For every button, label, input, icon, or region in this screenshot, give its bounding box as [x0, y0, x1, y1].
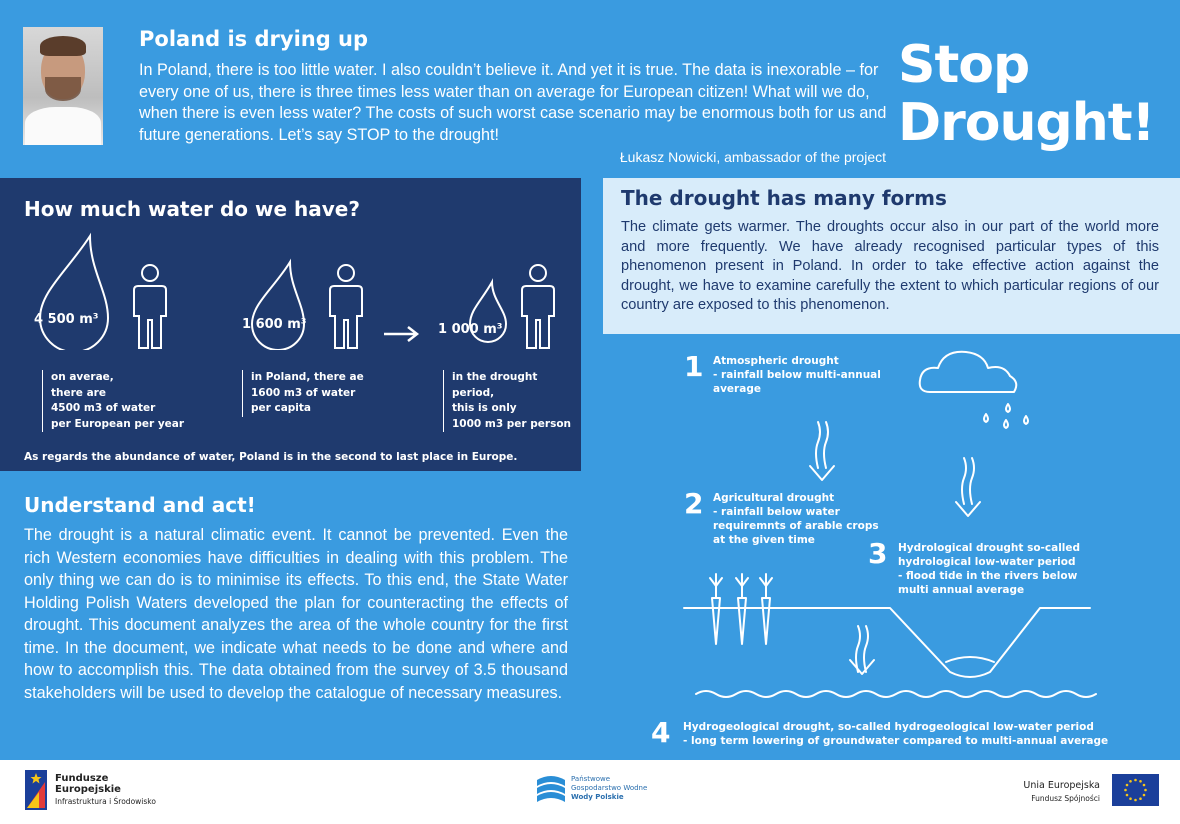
raindrop-icon — [984, 414, 988, 422]
water-value-3: 1 000 m³ — [438, 322, 503, 337]
eu-flag-icon — [1112, 774, 1159, 806]
arrow-down-icon — [810, 422, 834, 480]
cloud-icon — [920, 352, 1017, 392]
drought-type-2: Agricultural drought - rainfall below water requiremnts of arable crops at the given time — [713, 492, 879, 546]
water-note: As regards the abundance of water, Poland is in the second to last place in Europe. — [24, 451, 518, 463]
stop-drought-logo: Stop Drought! — [898, 35, 1155, 153]
drought-number-2: 2 — [684, 487, 704, 520]
arrow-right-icon — [382, 324, 422, 344]
drought-type-1: Atmospheric drought - rainfall below multi-annual average — [713, 355, 881, 395]
drought-number-4: 4 — [651, 716, 671, 749]
groundwater-waves — [696, 691, 1096, 697]
fe-logo-subtext: Infrastruktura i Środowisko — [55, 797, 156, 806]
forms-panel — [603, 178, 1180, 334]
header-title: Poland is drying up — [139, 27, 369, 51]
water-caption-3: in the drought period, this is only 1000 m3 per person — [443, 370, 581, 432]
wody-polskie-logo-icon — [535, 774, 567, 808]
water-value-1: 4 500 m³ — [34, 312, 99, 327]
forms-text: The climate gets warmer. The droughts occur also in our part of the world more and more frequently. We have already recognised particular types of this phenomenon present in Poland. In order to take effective action against the drought, we have to examine carefully the extent to which particular regions of our country are exposed to this phenomenon. — [621, 219, 1159, 314]
water-caption-1: on averae, there are 4500 m3 of water per European per year — [42, 370, 184, 432]
fundusze-europejskie-logo-icon — [25, 770, 47, 810]
water-title: How much water do we have? — [24, 197, 360, 221]
raindrop-icon — [1006, 404, 1010, 412]
water-drop-icon — [436, 278, 516, 350]
ambassador-photo — [23, 27, 103, 145]
understand-text: The drought is a natural climatic event. It cannot be prevented. Even the rich Western economies have difficulties in dealing with this problem. The only thing we can do is to minimise its effects. To this end, the State Water Holding Polish Waters developed the plan for counteracting the effects of drought. This document analyzes the area of the whole country for the first time. In the document, we indicate what needs to be done and where and how to accomplish this. The data obtained from the survey of 3.5 thousand stakeholders will be used to develop the catalogue of necessary measures. — [24, 526, 568, 702]
quote-author: Łukasz Nowicki, ambassador of the project — [619, 149, 886, 165]
water-value-2: 1 600 m³ — [242, 317, 307, 332]
person-icon — [520, 264, 556, 350]
water-drop-icon — [238, 258, 324, 350]
wody-polskie-text: Państwowe Gospodarstwo Wodne Wody Polskie — [571, 775, 648, 801]
eu-text: Unia Europejska Fundusz Spójności — [1023, 780, 1100, 803]
drought-number-1: 1 — [684, 350, 704, 383]
person-icon — [328, 264, 364, 350]
footer — [0, 760, 1180, 824]
drought-type-3: Hydrological drought so-called hydrological low-water period - flood tide in the rivers below multi annual average — [898, 542, 1081, 596]
water-drop-icon — [28, 230, 138, 350]
forms-title: The drought has many forms — [621, 186, 947, 210]
arrow-down-icon — [956, 458, 980, 516]
drought-number-3: 3 — [868, 537, 888, 570]
person-icon — [132, 264, 168, 350]
arrow-down-icon — [850, 626, 874, 674]
raindrop-icon — [1004, 420, 1008, 428]
drought-type-4: Hydrogeological drought, so-called hydrogeological low-water period - long term lowering of groundwater compared to multi-annual average — [683, 721, 1109, 747]
fe-logo-text: Fundusze Europejskie — [55, 773, 121, 795]
raindrop-icon — [1024, 416, 1028, 424]
water-panel — [0, 178, 581, 471]
header-quote: In Poland, there is too little water. I also couldn’t believe it. And yet it is true. The data is inexorable – for every one of us, there is three times less water than on average for European citizen! What will we do, when there is even less water? The costs of such worst case scenario may be enormous both for us and future generations. Let’s say STOP to the drought! — [139, 61, 887, 144]
water-caption-2: in Poland, there ae 1600 m3 of water per capita — [242, 370, 364, 417]
understand-title: Understand and act! — [24, 493, 256, 517]
